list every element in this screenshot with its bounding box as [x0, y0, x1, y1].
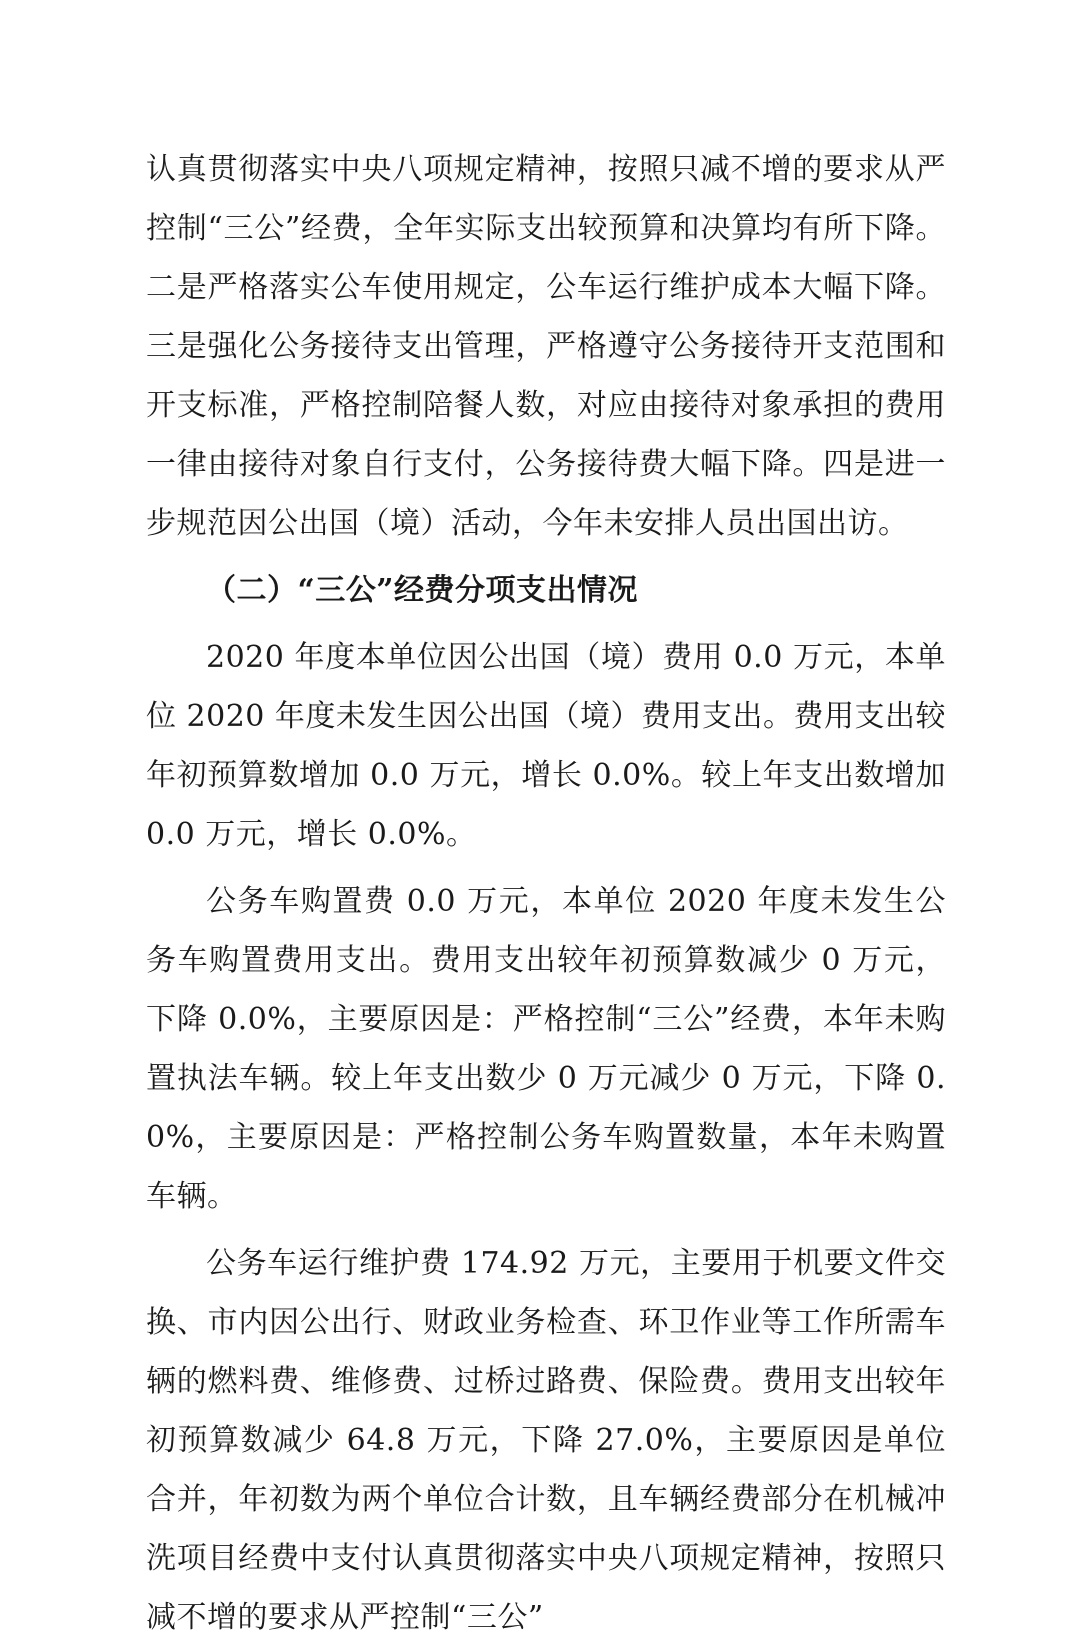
paragraph-three-public-control: 认真贯彻落实中央八项规定精神，按照只减不增的要求从严控制“三公”经费，全年实际支出较预算和决算均有所下降。二是严格落实公车使用规定，公车运行维护成本大幅下降。三是强化公务接待支出管理，严格遵守公务接待开支范围和开支标准，严格控制陪餐人数，对应由接待对象承担的费用一律由接待对象自行支付，公务接待费大幅下降。四是进一步规范因公出国（境）活动，今年未安排人员出国出访。 [146, 152, 946, 541]
paragraph-overseas-travel: 2020 年度本单位因公出国（境）费用 0.0 万元，本单位 2020 年度未发生因公出国（境）费用支出。费用支出较年初预算数增加 0.0 万元，增长 0.0%。较上年支出数增加 0.0 万元，增长 0.0%。 [146, 640, 946, 852]
section-heading-three-public-breakdown: （二）“三公”经费分项支出情况 [206, 573, 639, 608]
paragraph-vehicle-purchase: 公务车购置费 0.0 万元，本单位 2020 年度未发生公务车购置费用支出。费用支出较年初预算数减少 0 万元，下降 0.0%，主要原因是：严格控制“三公”经费，本年未购置执法车辆。较上年支出数少 0 万元减少 0 万元，下降 0.0%，主要原因是：严格控制公务车购置数量，本年未购置车辆。 [146, 884, 946, 1214]
document-page [146, 140, 946, 1647]
paragraph-vehicle-maintenance: 公务车运行维护费 174.92 万元，主要用于机要文件交换、市内因公出行、财政业务检查、环卫作业等工作所需车辆的燃料费、维修费、过桥过路费、保险费。费用支出较年初预算数减少 64.8 万元，下降 27.0%，主要原因是单位合并，年初数为两个单位合计数，且车辆经费部分在机械冲洗项目经费中支付认真贯彻落实中央八项规定精神，按照只减不增的要求从严控制“三公” [146, 1246, 946, 1635]
